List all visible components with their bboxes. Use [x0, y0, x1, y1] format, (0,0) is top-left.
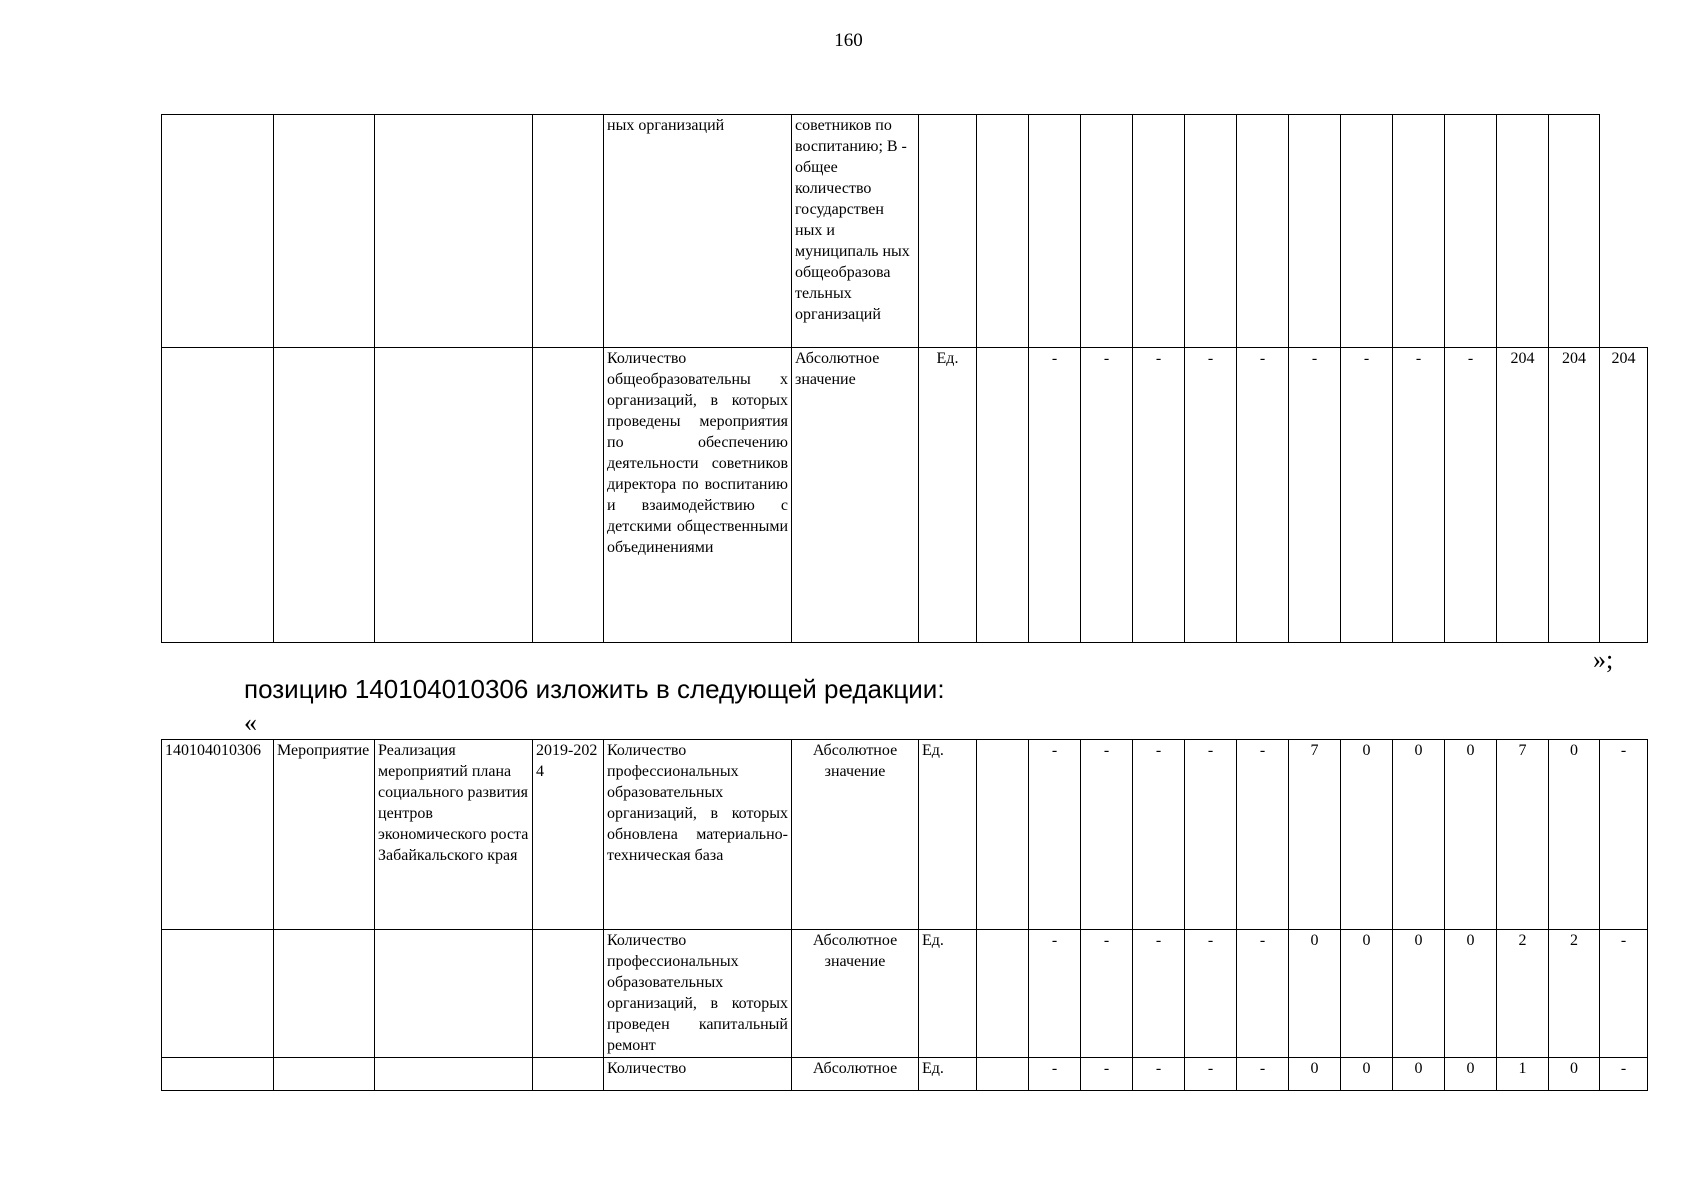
- type-cell: Мероприятие: [274, 740, 375, 930]
- value-cell: 2: [1549, 930, 1600, 1058]
- value-cell: -: [1185, 1058, 1237, 1091]
- value-cell: 0: [1445, 930, 1497, 1058]
- value-cell: -: [1081, 348, 1133, 643]
- value-cell: 1: [1497, 1058, 1549, 1091]
- closing-quote: »;: [1593, 645, 1614, 674]
- unit-cell: [919, 115, 977, 348]
- value-cell: 0: [1393, 1058, 1445, 1091]
- unit-cell: Ед.: [919, 1058, 977, 1091]
- table-row: [162, 740, 1648, 930]
- indicators-table-new-edition: [161, 739, 1648, 1091]
- value-cell: -: [1393, 348, 1445, 643]
- value-cell: [977, 348, 1029, 643]
- value-cell: -: [1081, 930, 1133, 1058]
- value-cell: 204: [1549, 348, 1600, 643]
- indicators-table-continued: [161, 114, 1648, 643]
- value-cell: 204: [1497, 348, 1549, 643]
- value-cell: -: [1133, 930, 1185, 1058]
- value-cell: -: [1133, 348, 1185, 643]
- value-cell: -: [1029, 1058, 1081, 1091]
- value-cell: -: [1237, 740, 1289, 930]
- value-cell: [977, 740, 1029, 930]
- value-cell: -: [1237, 348, 1289, 643]
- method-cell: советников по воспитанию; В - общее количество государствен ных и муниципаль ных общеобразова тельных организаций: [792, 115, 919, 348]
- table-row: [162, 348, 1648, 643]
- unit-cell: Ед.: [919, 930, 977, 1058]
- method-cell: Абсолютное значение: [792, 930, 919, 1058]
- value-cell: -: [1185, 348, 1237, 643]
- value-cell: [977, 930, 1029, 1058]
- value-cell: 0: [1341, 740, 1393, 930]
- value-cell: 7: [1289, 740, 1341, 930]
- value-cell: -: [1237, 930, 1289, 1058]
- code-cell: 140104010306: [162, 740, 274, 930]
- value-cell: -: [1081, 1058, 1133, 1091]
- name-cell: Реализация мероприятий плана социального развития центров экономического роста Забайкальского края: [375, 740, 533, 930]
- value-cell: -: [1600, 740, 1648, 930]
- value-cell: 2: [1497, 930, 1549, 1058]
- value-cell: 0: [1549, 1058, 1600, 1091]
- page-number: 160: [834, 30, 863, 51]
- value-cell: -: [1133, 1058, 1185, 1091]
- indicator-cell: Количество: [604, 1058, 792, 1091]
- value-cell: -: [1081, 740, 1133, 930]
- value-cell: -: [1185, 930, 1237, 1058]
- value-cell: 0: [1445, 740, 1497, 930]
- period-cell: [533, 115, 604, 348]
- value-cell: 7: [1497, 740, 1549, 930]
- value-cell: 0: [1341, 930, 1393, 1058]
- method-cell: Абсолютное значение: [792, 740, 919, 930]
- name-cell: [375, 115, 533, 348]
- value-cell: -: [1133, 740, 1185, 930]
- value-cell: 0: [1289, 930, 1341, 1058]
- opening-quote: «: [244, 708, 257, 737]
- value-cell: 0: [1445, 1058, 1497, 1091]
- value-cell: 0: [1289, 1058, 1341, 1091]
- amendment-instruction: позицию 140104010306 изложить в следующей редакции:: [244, 674, 945, 704]
- value-cell: -: [1289, 348, 1341, 643]
- value-cell: 0: [1393, 930, 1445, 1058]
- value-cell: 0: [1393, 740, 1445, 930]
- value-cell: -: [1445, 348, 1497, 643]
- value-cell: -: [1029, 740, 1081, 930]
- value-cell: 204: [1600, 348, 1648, 643]
- code-cell: [162, 115, 274, 348]
- unit-cell: Ед.: [919, 740, 977, 930]
- method-cell: Абсолютное значение: [792, 348, 919, 643]
- value-cell: 0: [1549, 740, 1600, 930]
- indicator-cell: Количество профессиональных образовательных организаций, в которых обновлена материально-техническая база: [604, 740, 792, 930]
- table-row: [162, 115, 1648, 348]
- indicator-cell: Количество профессиональных образовательных организаций, в которых проведен капитальный ремонт: [604, 930, 792, 1058]
- value-cell: [977, 1058, 1029, 1091]
- indicator-cell: Количество общеобразовательны х организаций, в которых проведены мероприятия по обеспечению деятельности советников директора по воспитанию и взаимодействию с детскими общественными объединениями: [604, 348, 792, 643]
- value-cell: -: [1185, 740, 1237, 930]
- value-cell: 0: [1341, 1058, 1393, 1091]
- period-cell: 2019-2024: [533, 740, 604, 930]
- table-row: [162, 1058, 1648, 1091]
- value-cell: -: [1029, 930, 1081, 1058]
- value-cell: -: [1600, 930, 1648, 1058]
- value-cell: -: [1029, 348, 1081, 643]
- indicator-cell: ных организаций: [604, 115, 792, 348]
- table-row: [162, 930, 1648, 1058]
- type-cell: [274, 115, 375, 348]
- unit-cell: Ед.: [919, 348, 977, 643]
- method-cell: Абсолютное: [792, 1058, 919, 1091]
- value-cell: -: [1237, 1058, 1289, 1091]
- value-cell: -: [1600, 1058, 1648, 1091]
- value-cell: -: [1341, 348, 1393, 643]
